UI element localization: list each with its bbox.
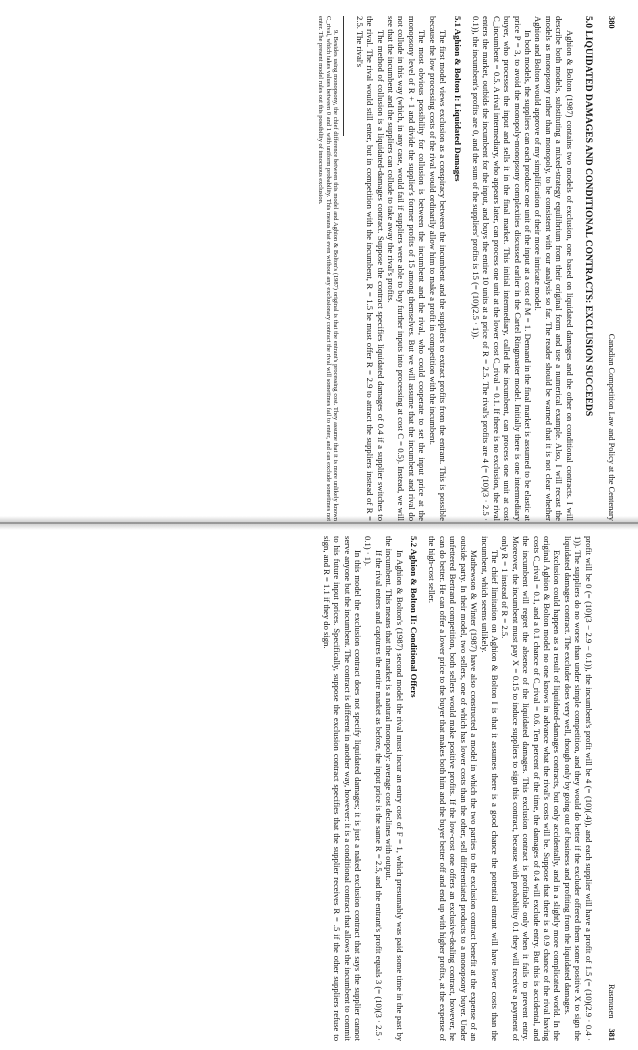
left-paragraph-4: The most obvious possibility for collusion is between the incumbent and the rival, who could cooperate to set the input price at the monopsony level of R + 1 and divide the supplier's former profits of 15 among themselves. But we will assume that the incumbent and rival do not collude in this way (which, in any case, would fail if suppliers were able to buy further inputs into processing at cost C = 0.5). Instead, we will see that the incumbent and the suppliers can collude to take away the rival's profits. <box>386 16 428 521</box>
left-page <box>16 16 616 521</box>
right-paragraph-6: If the rival enters and captures the entire market as before, the input price is the same R = 2.5, and the entrant's profit equals 3 (= (10)(3 · 2.5 · 0.1) · 1). <box>363 536 384 1041</box>
footnote-rule <box>343 16 344 136</box>
right-paragraph-5: In Aghion & Bolton's (1987) second model the rival must incur an entry cost of F = 1, which presumably was paid some time in the past by the incumbent. This means that the market is a natural monopoly: average cost declines with output. <box>384 536 405 1041</box>
section-heading: 5.0 LIQUIDATED DAMAGES AND CONDITIONAL CONTRACTS: EXCLUSION SUCCEEDS <box>582 16 594 417</box>
left-running-title: Canadian Competition Law and Policy at the Centenary <box>607 333 616 521</box>
right-paragraph-4: Mathewson & Winter (1987) have also constructed a model in which the two parties to the exclusion contract benefit at the expense of an outside party. In their model, two sellers, one of which has lower costs than the other, sell differentiated products to a monopsony buyer. Under unfettered Bertrand competition, both sellers would make positive profits. If the low-cost one offers an exclusive-dealing contract, however, he can do better. He can offer a lower price to the buyer that makes both him and the buyer better off and end up with higher profits, at the expense of the high-cost seller. <box>427 536 480 1041</box>
right-author: Rasmusen <box>607 984 616 1019</box>
subsection-heading-5-2: 5.2 Aghion & Bolton II: Conditional Offers <box>409 536 420 698</box>
left-running-head <box>606 16 616 521</box>
left-paragraph-2: In both models, the suppliers can each produce one unit of the input at a cost of M = 1. Demand in the final market is assumed to be elastic at price P = 3, to avoid the monopoly-monopsony complexities discussed earlier in the Cartel Ringmaster model. Initially there is one intermediary buyer, who processes the input and sells it in the final market. This initial intermediary, called the incumbent, can process one unit at cost C_incumbent = 0.5. A rival intermediary, who appears later, can process one unit at the lower cost C_rival = 0.1. If there is no exclusion, the rival enters the market, outbids the incumbent for the input, and buys the entire 10 units at a price of R = 2.5. The rival's profits are 4 (= (10)(3 · 2.5 · 0.1)), the incumbent's profits are 0, and the sum of the suppliers' profits is 15 (= (10)(2.5 · 1)). <box>470 16 533 521</box>
right-running-head <box>606 536 616 1041</box>
right-paragraph-2: Exclusion could happen as a result of liquidated-damages contracts, but only accidentally, and in a slightly more complicated world. In the original Aghion & Bolton model no one knows in advance what the rival's costs will be. Suppose that there is a 0.9 chance of the rival having costs C_rival = 0.1, and a 0.1 chance of C_rival = 0.6. Ten percent of the time, the damages of 0.4 will exclude entry. But this is accidental, and the incumbent will regret the absence of the liquidated damages. This exclusion contract is profitable only when it fails to prevent entry. Moreover, the incumbent must pay X = 0.15 to induce suppliers to sign this contract, because with probability 0.1 they will receive a payment of only R = 1 instead of R = 2.5. <box>500 536 563 1041</box>
right-paragraph-1: profit will be 0 (= (10)(3 − 2.9 − 0.1)), the incumbent's profit will be 4 (= (10)(.4)), and each supplier will have a profit of 1.5 (= (10)(2.9 · 0.4 · 1)). The suppliers do no worse than under simple competition, and they would do better if the excluder offered them some positive X to sign the liquidated damages contract. The excluder does very well, though only by going out of business and profiting from the liquidated damages. <box>562 536 594 1041</box>
left-paragraph-1: Aghion & Bolton (1987) contains two models of exclusion, one based on liquidated damages and the other on conditional contracts. I will describe both models, substituting a mixed-strategy equilibrium from their original form and use a numerical example. Also, I will recast the models as monopsony rather than monopoly, to be consistent with our analysis so far. The reader should be warned that it is not clear whether Aghion and Bolton would approve of my simplification of their more intricate model. <box>533 16 575 521</box>
right-paragraph-3: The chief limitation on Aghion & Bolton I is that it assumes there is a good chance the potential entrant will have lower costs than the incumbent, which seems unlikely. <box>479 536 500 1041</box>
left-paragraph-5: The method of collusion is a liquidated-damages contract. Suppose the contract specifies liquidated damages of 0.4 if a supplier switches to the rival. The rival would still enter, but in competition with the incumbent, R = 1.5 he must offer R = 2.9 to attract the suppliers instead of R = 2.5. The rival's <box>354 16 386 521</box>
subsection-heading-5-1: 5.1 Aghion & Bolton I: Liquidated Damages <box>452 16 463 182</box>
right-paragraph-7: In this model the exclusion contract does not specify liquidated damages; it is just a naked exclusion contract that says the supplier cannot serve anyone but the incumbent. The contract is different in another way, however: it is a conditional contract that allows the incumbent to commit to his future input prices. Specifically, suppose the exclusion contract specifies that the supplier receives R = .5 if the other suppliers refuse to sign, and R = 1.1 if they do sign. <box>321 536 364 1041</box>
footnote: 9. Besides using monopsony, the chief difference between this model and Aghion & Bolton's (1987) original is that the entrant's processing cost. They assume that it is more unlikely known C_rival, which takes values between 0 and 1 with uniform probability. This means that even without any exclusionary contract the rival will sometimes fail to enter, and can exclude sometimes not enter. The present model rules out this possibility of innocuous exclusion. <box>317 16 340 521</box>
left-page-number: 380 <box>607 16 616 29</box>
right-page <box>16 536 616 1041</box>
left-paragraph-3: The first model views exclusion as a conspiracy between the incumbent and the suppliers to extract profits from the entrant. This is possible because the low processing costs of the rival would ordinarily allow him to make a profit in competition with the incumbent. <box>427 16 449 521</box>
right-page-number: 381 <box>607 1028 616 1041</box>
